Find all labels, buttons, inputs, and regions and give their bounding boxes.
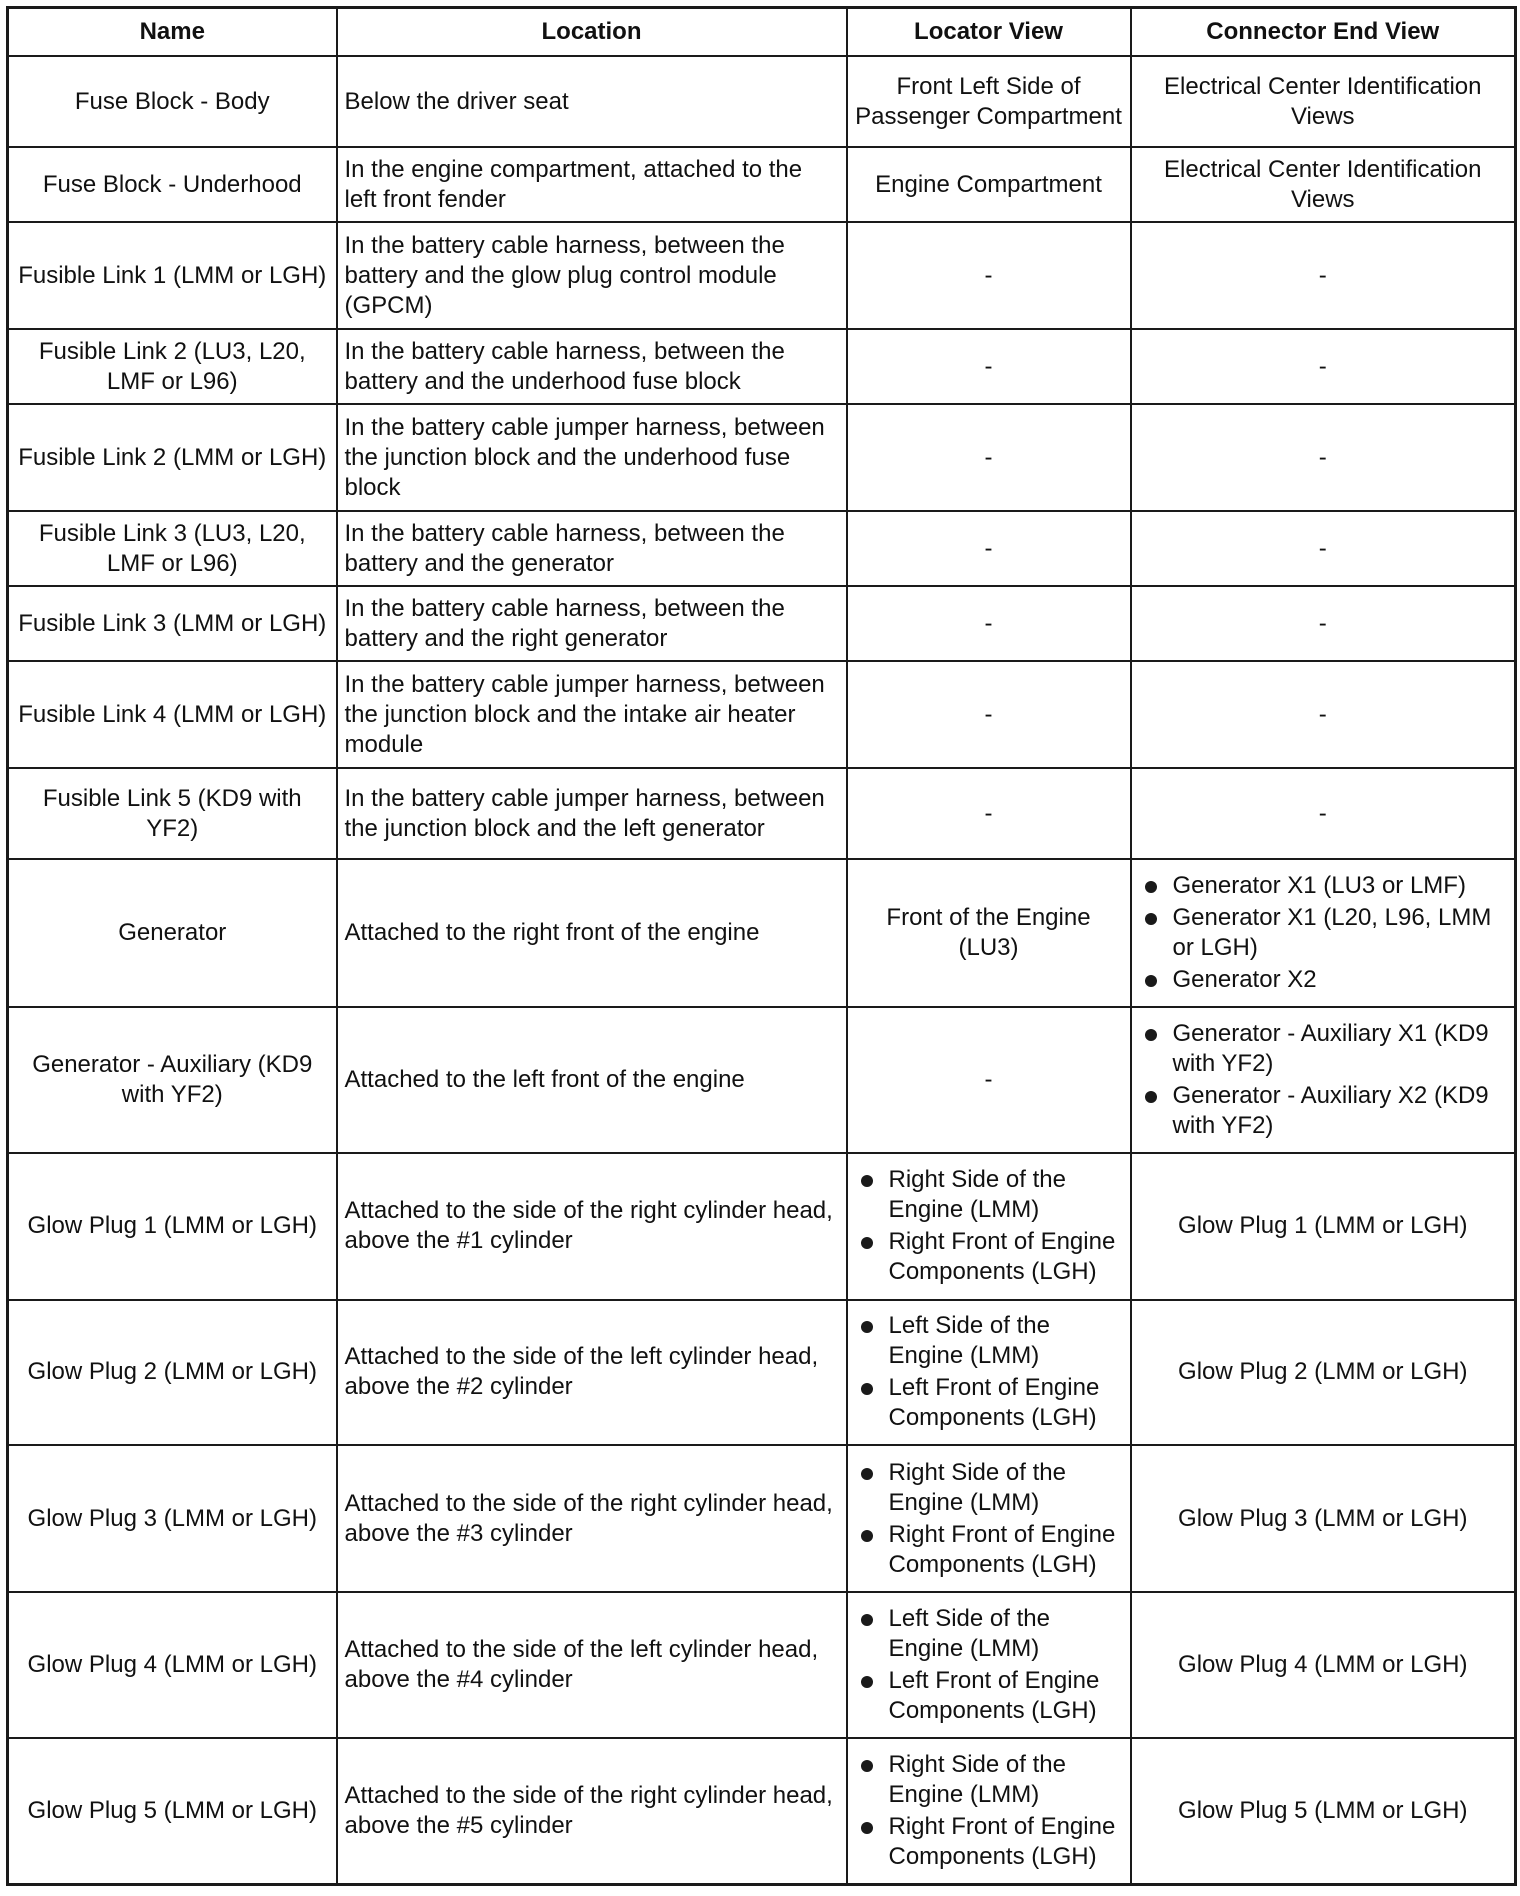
location-cell [337,1592,847,1738]
table-row [8,222,1516,329]
bullet-item: Generator X1 (L20, L96, LMM or LGH) [1139,903,1508,963]
location-cell [337,1445,847,1592]
locator-view-cell [847,661,1131,768]
locator-view-cell [847,511,1131,586]
table-row [8,1445,1516,1592]
connector-end-view-cell-text: Electrical Center Identification Views [1164,155,1482,213]
location-cell-text: In the battery cable jumper harness, between the junction block and the underhood fuse block [344,413,825,501]
bullet-list [855,1604,1123,1726]
bullet-item: Generator X2 [1139,965,1508,995]
table-row [8,1153,1516,1300]
name-cell [8,222,337,329]
table-row [8,661,1516,768]
connector-end-view-cell-text: Glow Plug 4 (LMM or LGH) [1178,1650,1468,1678]
bullet-list [855,1458,1123,1580]
connector-end-view-cell [1131,404,1516,511]
locator-view-cell-text: - [984,443,993,471]
location-cell [337,661,847,768]
name-cell [8,1738,337,1885]
header-locator-view: Locator View [847,8,1131,57]
connector-end-view-cell [1131,768,1516,859]
name-cell-text: Generator - Auxiliary (KD9 with YF2) [32,1050,313,1108]
name-cell-text: Glow Plug 3 (LMM or LGH) [27,1504,317,1532]
location-cell-text: In the battery cable harness, between the battery and the generator [344,519,785,577]
name-cell [8,404,337,511]
bullet-list [1139,871,1508,995]
location-cell-text: Attached to the side of the left cylinder head, above the #2 cylinder [344,1343,819,1401]
bullet-item: Generator - Auxiliary X1 (KD9 with YF2) [1139,1019,1508,1079]
locator-view-cell [847,1592,1131,1738]
header-location: Location [337,8,847,57]
connector-end-view-cell-text: - [1318,261,1327,289]
table-header-row [8,8,1516,57]
location-cell-text: In the battery cable jumper harness, between the junction block and the intake air heater module [344,670,825,758]
location-cell-text: Attached to the side of the right cylinder head, above the #5 cylinder [344,1781,833,1839]
name-cell [8,1007,337,1153]
name-cell [8,329,337,404]
location-cell-text: In the battery cable jumper harness, between the junction block and the left generator [344,784,825,842]
name-cell [8,1153,337,1300]
location-cell-text: In the battery cable harness, between the battery and the underhood fuse block [344,337,785,395]
table-row [8,859,1516,1007]
table-row [8,404,1516,511]
name-cell [8,147,337,222]
connector-end-view-cell [1131,222,1516,329]
name-cell-text: Fusible Link 3 (LU3, L20, LMF or L96) [38,519,306,577]
connector-end-view-cell-text: - [1318,534,1327,562]
table-row [8,329,1516,404]
location-cell [337,56,847,147]
location-cell [337,1153,847,1300]
name-cell-text: Fusible Link 1 (LMM or LGH) [18,261,327,289]
name-cell-text: Glow Plug 1 (LMM or LGH) [27,1212,317,1240]
location-cell-text: Attached to the right front of the engine [344,919,760,947]
connector-end-view-cell-text: - [1318,700,1327,728]
connector-end-view-cell-text: - [1318,609,1327,637]
table-body [8,56,1516,1885]
locator-view-cell [847,147,1131,222]
location-cell [337,511,847,586]
location-cell [337,147,847,222]
bullet-item: Left Side of the Engine (LMM) [855,1604,1123,1664]
connector-end-view-cell [1131,1007,1516,1153]
component-locator-table [6,6,1517,1886]
connector-end-view-cell-text: - [1318,799,1327,827]
name-cell-text: Fusible Link 3 (LMM or LGH) [18,609,327,637]
table-row [8,768,1516,859]
locator-view-cell [847,859,1131,1007]
connector-end-view-cell [1131,56,1516,147]
connector-end-view-cell [1131,1153,1516,1300]
name-cell-text: Fuse Block - Underhood [42,170,302,198]
connector-end-view-cell-text: Electrical Center Identification Views [1164,72,1482,130]
connector-end-view-cell [1131,1592,1516,1738]
location-cell-text: Attached to the side of the right cylinder head, above the #3 cylinder [344,1489,833,1547]
name-cell [8,1592,337,1738]
name-cell [8,56,337,147]
locator-view-cell [847,404,1131,511]
locator-view-cell-text: - [984,261,993,289]
bullet-item: Right Side of the Engine (LMM) [855,1750,1123,1810]
name-cell-text: Fusible Link 2 (LMM or LGH) [18,443,327,471]
bullet-list [855,1750,1123,1872]
location-cell [337,586,847,661]
bullet-list [855,1165,1123,1287]
connector-end-view-cell-text: Glow Plug 1 (LMM or LGH) [1178,1212,1468,1240]
locator-view-cell-text: - [984,352,993,380]
name-cell [8,1300,337,1446]
name-cell [8,511,337,586]
locator-view-cell [847,1007,1131,1153]
connector-end-view-cell-text: - [1318,352,1327,380]
locator-view-cell [847,1738,1131,1885]
bullet-item: Left Front of Engine Components (LGH) [855,1373,1123,1433]
bullet-item: Right Front of Engine Components (LGH) [855,1520,1123,1580]
location-cell-text: Below the driver seat [344,87,569,115]
locator-view-cell-text: - [984,1065,993,1093]
bullet-list [855,1311,1123,1433]
connector-end-view-cell [1131,586,1516,661]
table-row [8,1738,1516,1885]
connector-end-view-cell-text: - [1318,443,1327,471]
connector-end-view-cell-text: Glow Plug 5 (LMM or LGH) [1178,1796,1468,1824]
location-cell-text: In the battery cable harness, between the battery and the right generator [344,594,785,652]
connector-end-view-cell-text: Glow Plug 3 (LMM or LGH) [1178,1504,1468,1532]
locator-view-cell-text: - [984,799,993,827]
connector-end-view-cell [1131,859,1516,1007]
locator-view-cell-text: Front Left Side of Passenger Compartment [855,72,1122,130]
bullet-item: Generator - Auxiliary X2 (KD9 with YF2) [1139,1081,1508,1141]
locator-view-cell-text: - [984,700,993,728]
table-row [8,56,1516,147]
locator-view-cell [847,1445,1131,1592]
table-row [8,586,1516,661]
bullet-list [1139,1019,1508,1141]
name-cell-text: Glow Plug 2 (LMM or LGH) [27,1358,317,1386]
connector-end-view-cell [1131,511,1516,586]
component-locator-sheet [6,6,1514,1886]
name-cell [8,768,337,859]
location-cell-text: In the battery cable harness, between the battery and the glow plug control module (GPCM) [344,231,785,319]
location-cell [337,1300,847,1446]
table-row [8,1300,1516,1446]
locator-view-cell-text: Engine Compartment [875,170,1102,198]
locator-view-cell-text: - [984,609,993,637]
name-cell-text: Generator [118,919,227,947]
name-cell-text: Fusible Link 4 (LMM or LGH) [18,700,327,728]
location-cell-text: Attached to the side of the right cylinder head, above the #1 cylinder [344,1197,833,1255]
bullet-item: Right Side of the Engine (LMM) [855,1458,1123,1518]
location-cell-text: In the engine compartment, attached to the left front fender [344,155,803,213]
bullet-item: Left Side of the Engine (LMM) [855,1311,1123,1371]
location-cell [337,404,847,511]
header-connector-end-view: Connector End View [1131,8,1516,57]
location-cell [337,222,847,329]
name-cell [8,1445,337,1592]
location-cell [337,1007,847,1153]
bullet-item: Right Front of Engine Components (LGH) [855,1227,1123,1287]
name-cell-text: Glow Plug 5 (LMM or LGH) [27,1796,317,1824]
bullet-item: Right Side of the Engine (LMM) [855,1165,1123,1225]
name-cell [8,586,337,661]
locator-view-cell [847,1300,1131,1446]
name-cell [8,661,337,768]
name-cell-text: Fusible Link 5 (KD9 with YF2) [42,784,302,842]
connector-end-view-cell [1131,661,1516,768]
location-cell-text: Attached to the left front of the engine [344,1065,745,1093]
locator-view-cell [847,329,1131,404]
locator-view-cell-text: Front of the Engine (LU3) [886,904,1091,962]
header-name: Name [8,8,337,57]
name-cell-text: Glow Plug 4 (LMM or LGH) [27,1650,317,1678]
location-cell-text: Attached to the side of the left cylinder head, above the #4 cylinder [344,1635,819,1693]
locator-view-cell-text: - [984,534,993,562]
location-cell [337,1738,847,1885]
location-cell [337,768,847,859]
bullet-item: Left Front of Engine Components (LGH) [855,1666,1123,1726]
locator-view-cell [847,768,1131,859]
table-row [8,1007,1516,1153]
table-row [8,1592,1516,1738]
location-cell [337,859,847,1007]
locator-view-cell [847,1153,1131,1300]
locator-view-cell [847,56,1131,147]
connector-end-view-cell [1131,1300,1516,1446]
bullet-item: Generator X1 (LU3 or LMF) [1139,871,1508,901]
name-cell [8,859,337,1007]
table-row [8,147,1516,222]
connector-end-view-cell-text: Glow Plug 2 (LMM or LGH) [1178,1358,1468,1386]
connector-end-view-cell [1131,329,1516,404]
name-cell-text: Fuse Block - Body [74,87,270,115]
location-cell [337,329,847,404]
connector-end-view-cell [1131,147,1516,222]
connector-end-view-cell [1131,1445,1516,1592]
locator-view-cell [847,222,1131,329]
name-cell-text: Fusible Link 2 (LU3, L20, LMF or L96) [38,337,306,395]
locator-view-cell [847,586,1131,661]
bullet-item: Right Front of Engine Components (LGH) [855,1812,1123,1872]
table-row [8,511,1516,586]
connector-end-view-cell [1131,1738,1516,1885]
